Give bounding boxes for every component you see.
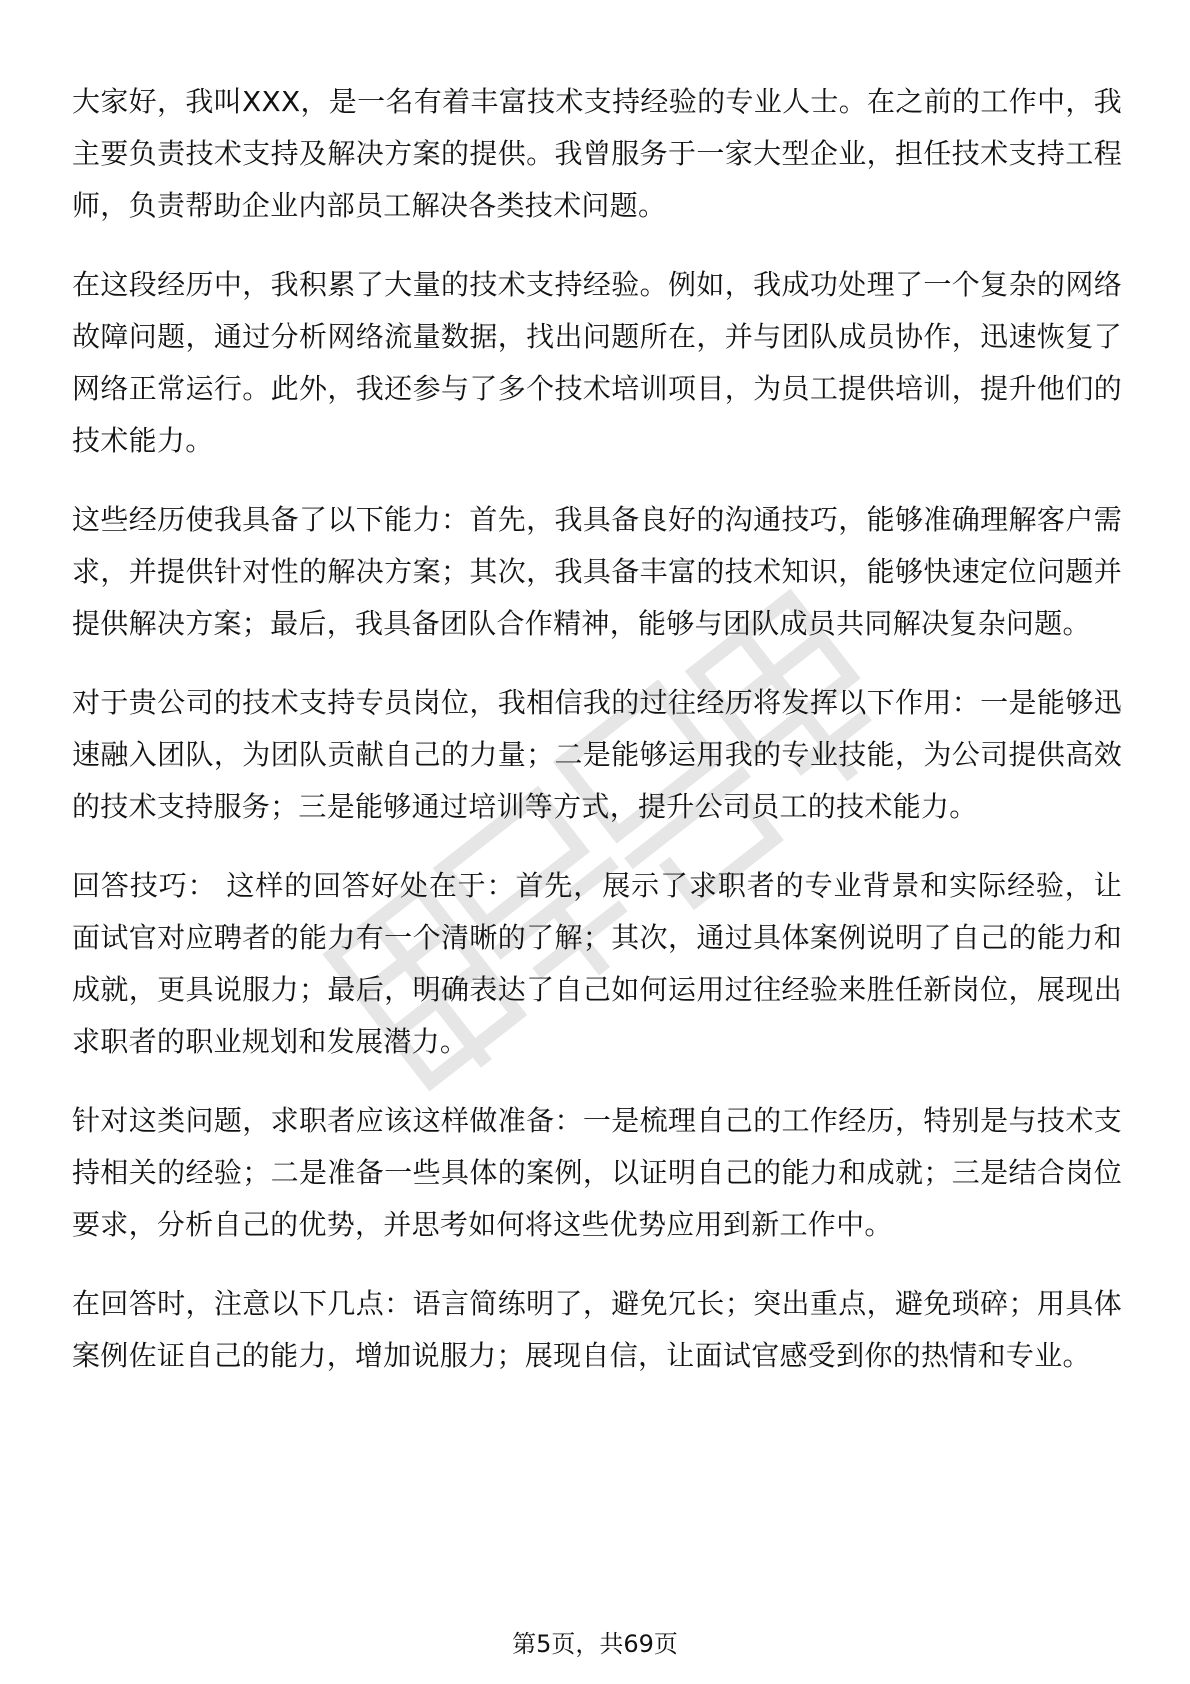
paragraph-answer-tips: 回答技巧： 这样的回答好处在于：首先，展示了求职者的专业背景和实际经验，让面试官对应聘者的能力有一个清晰的了解；其次，通过具体案例说明了自己的能力和成就，更具说服力；最后，明确表达了自己如何运用过往经验来胜任新岗位，展现出求职者的职业规划和发展潜力。 xyxy=(72,869,1122,1058)
paragraph-intro: 大家好，我叫XXX，是一名有着丰富技术支持经验的专业人士。在之前的工作中，我主要负责技术支持及解决方案的提供。我曾服务于一家大型企业，担任技术支持工程师，负责帮助企业内部员工解决各类技术问题。 xyxy=(72,85,1122,222)
paragraph-experience: 在这段经历中，我积累了大量的技术支持经验。例如，我成功处理了一个复杂的网络故障问题，通过分析网络流量数据，找出问题所在，并与团队成员协作，迅速恢复了网络正常运行。此外，我还参与了多个技术培训项目，为员工提供培训，提升他们的技术能力。 xyxy=(72,268,1122,457)
paragraph-contribution: 对于贵公司的技术支持专员岗位，我相信我的过往经历将发挥以下作用：一是能够迅速融入团队，为团队贡献自己的力量；二是能够运用我的专业技能，为公司提供高效的技术支持服务；三是能够通过培训等方式，提升公司员工的技术能力。 xyxy=(72,686,1122,823)
paragraph-notes: 在回答时，注意以下几点：语言简练明了，避免冗长；突出重点，避免琐碎；用具体案例佐证自己的能力，增加说服力；展现自信，让面试官感受到你的热情和专业。 xyxy=(72,1287,1122,1372)
page-number-footer: 第5页，共69页 xyxy=(512,1630,678,1658)
document-body xyxy=(72,76,1122,1409)
paragraph-preparation: 针对这类问题，求职者应该这样做准备：一是梳理自己的工作经历，特别是与技术支持相关的经验；二是准备一些具体的案例，以证明自己的能力和成就；三是结合岗位要求，分析自己的优势，并思考如何将这些优势应用到新工作中。 xyxy=(72,1104,1122,1241)
paragraph-abilities: 这些经历使我具备了以下能力：首先，我具备良好的沟通技巧，能够准确理解客户需求，并提供针对性的解决方案；其次，我具备丰富的技术知识，能够快速定位问题并提供解决方案；最后，我具备团队合作精神，能够与团队成员共同解决复杂问题。 xyxy=(72,503,1122,640)
